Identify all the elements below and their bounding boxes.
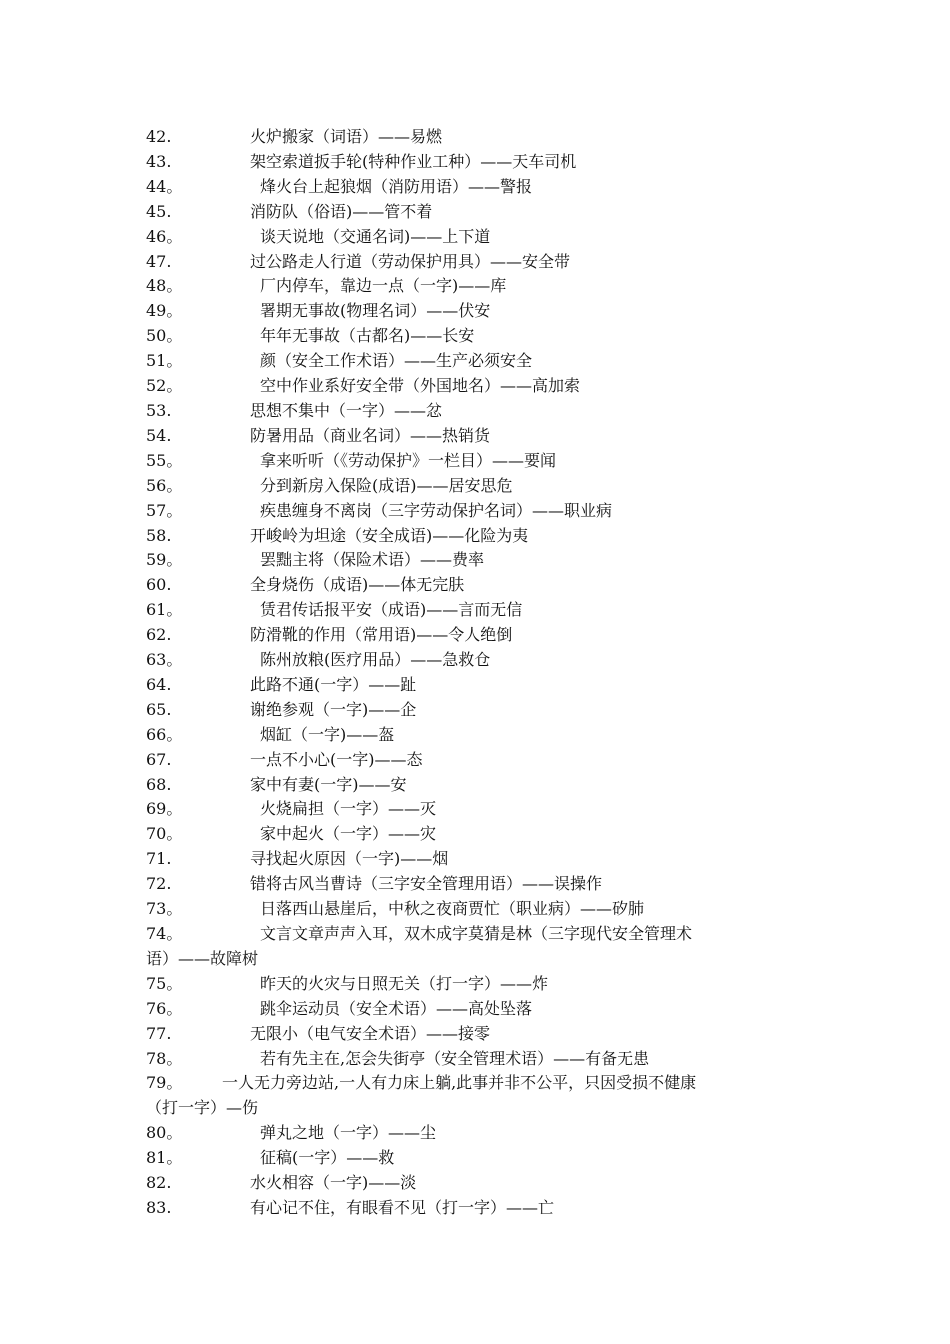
riddle-item [146, 1146, 816, 1171]
riddle-number: 76。 [146, 998, 183, 1018]
riddle-item [146, 723, 816, 748]
riddle-item [146, 225, 816, 250]
riddle-text: 错将古风当曹诗（三字安全管理用语）——误操作 [250, 874, 603, 894]
riddle-text: 寻找起火原因（一字)——烟 [250, 849, 449, 869]
riddle-item [146, 1071, 816, 1121]
riddle-number: 42. [146, 127, 172, 146]
riddle-number: 56。 [146, 475, 183, 495]
riddle-text: 谈天说地（交通名词)——上下道 [260, 226, 491, 246]
riddle-number: 65. [146, 699, 172, 719]
riddle-item [146, 872, 816, 897]
riddle-text: 疾患缠身不离岗（三字劳动保护名词）——职业病 [260, 500, 613, 520]
riddle-number: 78。 [146, 1048, 183, 1068]
riddle-first-line [146, 1071, 816, 1096]
riddle-number: 48。 [146, 276, 183, 296]
riddle-item [146, 374, 816, 399]
riddle-text: 一点不小心(一字)——态 [250, 749, 423, 769]
riddle-number: 77. [146, 1023, 172, 1043]
riddle-number: 51。 [146, 351, 183, 371]
riddle-item [146, 250, 816, 275]
riddle-number: 83. [146, 1197, 172, 1217]
riddle-number: 58. [146, 525, 172, 545]
riddle-number: 60. [146, 575, 172, 595]
riddle-number: 44。 [146, 176, 183, 196]
riddle-text: 火炉搬家（词语）——易燃 [250, 127, 443, 146]
riddle-item [146, 822, 816, 847]
riddle-item [146, 623, 816, 648]
riddle-text: 空中作业系好安全带（外国地名）——高加索 [260, 376, 581, 396]
riddle-number: 64. [146, 674, 172, 694]
riddle-item [146, 324, 816, 349]
riddle-text: 家中起火（一字）——灾 [260, 824, 437, 844]
riddle-number: 74。 [146, 924, 183, 943]
riddle-item [146, 648, 816, 673]
riddle-text: 谢绝参观（一字)——企 [250, 699, 417, 719]
riddle-text: 跳伞运动员（安全术语）——高处坠落 [260, 998, 533, 1018]
riddle-text: 此路不通(一字）——趾 [250, 674, 417, 694]
riddle-item [146, 997, 816, 1022]
riddle-item [146, 499, 816, 524]
riddle-text: 署期无事故(物理名词）——伏安 [260, 301, 491, 321]
riddle-item [146, 1196, 816, 1221]
riddle-text: 一人无力旁边站,一人有力床上躺,此事并非不公平，只因受损不健康 [222, 1073, 697, 1093]
riddle-number: 79。 [146, 1073, 183, 1093]
riddle-text: 厂内停车，靠边一点（一字)——库 [260, 276, 507, 296]
riddle-text: 烟缸（一字)——盔 [260, 724, 395, 744]
riddle-number: 66。 [146, 724, 183, 744]
riddle-item [146, 972, 816, 997]
riddle-item [146, 1121, 816, 1146]
riddle-number: 62. [146, 625, 172, 645]
riddle-item [146, 399, 816, 424]
riddle-item [146, 847, 816, 872]
riddle-number: 81。 [146, 1148, 183, 1168]
riddle-number: 47. [146, 251, 172, 271]
riddle-text: 开峻岭为坦途（安全成语)——化险为夷 [250, 525, 529, 545]
riddle-number: 69。 [146, 799, 183, 819]
riddle-number: 68. [146, 774, 172, 794]
riddle-text: 防暑用品（商业名词）——热销货 [250, 425, 491, 445]
riddle-text: 消防队（俗语)——管不着 [250, 201, 433, 221]
riddle-first-line [146, 922, 816, 947]
riddle-number: 67. [146, 749, 172, 769]
riddle-text: 年年无事故（古都名)——长安 [260, 326, 475, 346]
riddle-number: 43. [146, 151, 172, 171]
riddle-text: 水火相容（一字)——淡 [250, 1173, 417, 1193]
riddle-number: 82. [146, 1173, 172, 1193]
riddle-item [146, 748, 816, 773]
riddle-text: 昨天的火灾与日照无关（打一字）——炸 [260, 973, 549, 993]
riddle-number: 71. [146, 849, 172, 869]
riddle-number: 53. [146, 400, 172, 420]
riddle-text: 家中有妻(一字)——安 [250, 774, 407, 794]
riddle-item [146, 698, 816, 723]
riddle-text: 无限小（电气安全术语）——接零 [250, 1023, 491, 1043]
riddle-text: 赁君传话报平安（成语)——言而无信 [260, 600, 523, 620]
riddle-number: 55。 [146, 450, 183, 470]
riddle-number: 49。 [146, 301, 183, 321]
riddle-text: 分到新房入保险(成语)——居安思危 [260, 475, 513, 495]
riddle-item [146, 548, 816, 573]
riddle-number: 59。 [146, 550, 183, 570]
riddle-text: 罢黜主将（保险术语）——费率 [260, 550, 485, 570]
riddle-item [146, 1022, 816, 1047]
riddle-text-continued: 语）——故障树 [146, 948, 259, 968]
riddle-number: 50。 [146, 326, 183, 346]
riddle-number: 61。 [146, 600, 183, 620]
riddle-number: 75。 [146, 973, 183, 993]
riddle-text: 陈州放粮(医疗用品）——急救仓 [260, 650, 491, 670]
riddle-item [146, 573, 816, 598]
riddle-item [146, 274, 816, 299]
riddle-item [146, 1047, 816, 1072]
riddle-text: 日落西山悬崖后，中秋之夜商贾忙（职业病）——矽肺 [260, 899, 645, 919]
riddle-item [146, 349, 816, 374]
riddle-text: 防滑靴的作用（常用语)——令人绝倒 [250, 625, 513, 645]
riddle-text: 过公路走人行道（劳动保护用具）——安全带 [250, 251, 571, 271]
riddle-item [146, 449, 816, 474]
riddle-text: 征稿(一字）——救 [260, 1148, 395, 1168]
riddle-item [146, 424, 816, 449]
riddle-item [146, 474, 816, 499]
riddle-item [146, 897, 816, 922]
riddle-item [146, 125, 816, 150]
riddle-item [146, 797, 816, 822]
riddle-number: 63。 [146, 650, 183, 670]
riddle-item [146, 598, 816, 623]
riddle-number: 72. [146, 874, 172, 894]
riddle-item [146, 200, 816, 225]
riddle-text: 文言文章声声入耳，双木成字莫猜是林（三字现代安全管理术 [260, 924, 693, 943]
riddle-text: 全身烧伤（成语)——体无完肤 [250, 575, 465, 595]
riddle-number: 73。 [146, 899, 183, 919]
riddle-text: 有心记不住，有眼看不见（打一字）——亡 [250, 1197, 555, 1217]
riddle-text: 烽火台上起狼烟（消防用语）——警报 [260, 176, 533, 196]
riddle-number: 54. [146, 425, 172, 445]
riddle-item [146, 150, 816, 175]
riddle-item [146, 773, 816, 798]
riddle-text: 颜（安全工作术语）——生产必须安全 [260, 351, 533, 371]
riddle-text-continued: （打一字）—伤 [146, 1098, 259, 1118]
riddle-text: 火烧扁担（一字）——灭 [260, 799, 437, 819]
riddle-text: 弹丸之地（一字）——尘 [260, 1123, 437, 1143]
riddle-number: 45. [146, 201, 172, 221]
riddle-item [146, 524, 816, 549]
riddle-item [146, 175, 816, 200]
riddle-text: 拿来听听（《劳动保护》一栏目）——要闻 [260, 450, 557, 470]
riddle-text: 若有先主在,怎会失街亭（安全管理术语）——有备无患 [260, 1048, 650, 1068]
riddle-number: 57。 [146, 500, 183, 520]
riddle-list [146, 125, 816, 1221]
riddle-text: 思想不集中（一字）——忿 [250, 400, 443, 420]
riddle-item [146, 673, 816, 698]
riddle-item [146, 922, 816, 972]
riddle-number: 80。 [146, 1123, 183, 1143]
riddle-number: 52。 [146, 376, 183, 396]
riddle-number: 46。 [146, 226, 183, 246]
riddle-number: 70。 [146, 824, 183, 844]
riddle-item [146, 299, 816, 324]
riddle-text: 架空索道扳手轮(特种作业工种）——天车司机 [250, 151, 577, 171]
riddle-item [146, 1171, 816, 1196]
